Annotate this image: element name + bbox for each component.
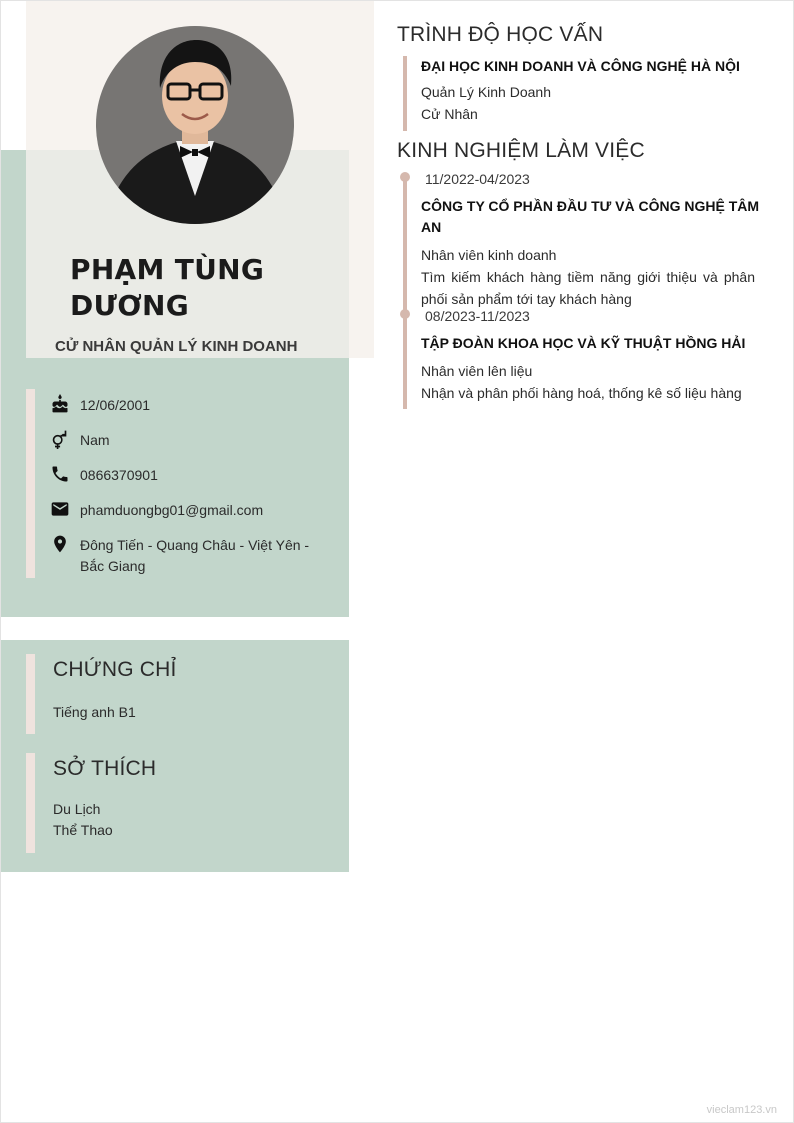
job-company: CÔNG TY CỔ PHẦN ĐẦU TƯ VÀ CÔNG NGHỆ TÂM AN (421, 198, 760, 235)
education-school: ĐẠI HỌC KINH DOANH VÀ CÔNG NGHỆ HÀ NỘI (421, 58, 740, 74)
profile-photo (96, 26, 294, 224)
contact-email (50, 499, 320, 534)
email-icon (50, 499, 70, 519)
contact-accent-bar (26, 389, 35, 578)
phone-value[interactable]: 0866370901 (80, 467, 158, 483)
certificates-accent-bar (26, 654, 35, 734)
candidate-title: CỬ NHÂN QUẢN LÝ KINH DOANH (55, 338, 298, 355)
certificates-heading: CHỨNG CHỈ (53, 658, 177, 681)
address-value: Đông Tiến - Quang Châu - Việt Yên - Bắc Giang (80, 537, 310, 574)
job-period: 11/2022-04/2023 (425, 171, 530, 187)
job-description: Nhận và phân phối hàng hoá, thống kê số liệu hàng (421, 385, 742, 401)
gender-icon (50, 429, 70, 449)
experience-timeline-line (403, 176, 407, 409)
phone-icon (50, 464, 70, 484)
timeline-dot (400, 172, 410, 182)
hobbies-accent-bar (26, 753, 35, 853)
job-period: 08/2023-11/2023 (425, 308, 530, 324)
candidate-name: PHẠM TÙNG DƯƠNG (70, 253, 265, 322)
job-position: Nhân viên lên liệu (421, 363, 533, 379)
contact-list (50, 394, 320, 577)
location-pin-icon (50, 534, 70, 554)
certificate-item: Tiếng anh B1 (53, 704, 136, 720)
education-heading: TRÌNH ĐỘ HỌC VẤN (397, 23, 604, 46)
education-accent-line (403, 56, 407, 131)
experience-heading: KINH NGHIỆM LÀM VIỆC (397, 139, 645, 162)
education-degree: Cử Nhân (421, 106, 478, 122)
email-value[interactable]: phamduongbg01@gmail.com (80, 502, 264, 518)
contact-address (50, 534, 320, 577)
contact-birthday (50, 394, 320, 429)
timeline-dot (400, 309, 410, 319)
watermark: vieclam123.vn (706, 1104, 777, 1116)
job-company: TẬP ĐOÀN KHOA HỌC VÀ KỸ THUẬT HỒNG HẢI (421, 335, 746, 351)
gender-value: Nam (80, 432, 110, 448)
hobby-item: Du Lịch (53, 801, 101, 817)
job-position: Nhân viên kinh doanh (421, 247, 557, 263)
birthday-cake-icon (50, 394, 70, 414)
contact-gender (50, 429, 320, 464)
job-description: Tìm kiếm khách hàng tiềm năng giới thiệu và phân phối sản phẩm tới tay khách hàng (421, 269, 755, 307)
birthday-value: 12/06/2001 (80, 397, 151, 413)
hobbies-heading: SỞ THÍCH (53, 757, 157, 780)
education-major: Quản Lý Kinh Doanh (421, 84, 551, 100)
avatar (96, 26, 294, 224)
hobby-item: Thể Thao (53, 822, 113, 838)
contact-phone (50, 464, 320, 499)
